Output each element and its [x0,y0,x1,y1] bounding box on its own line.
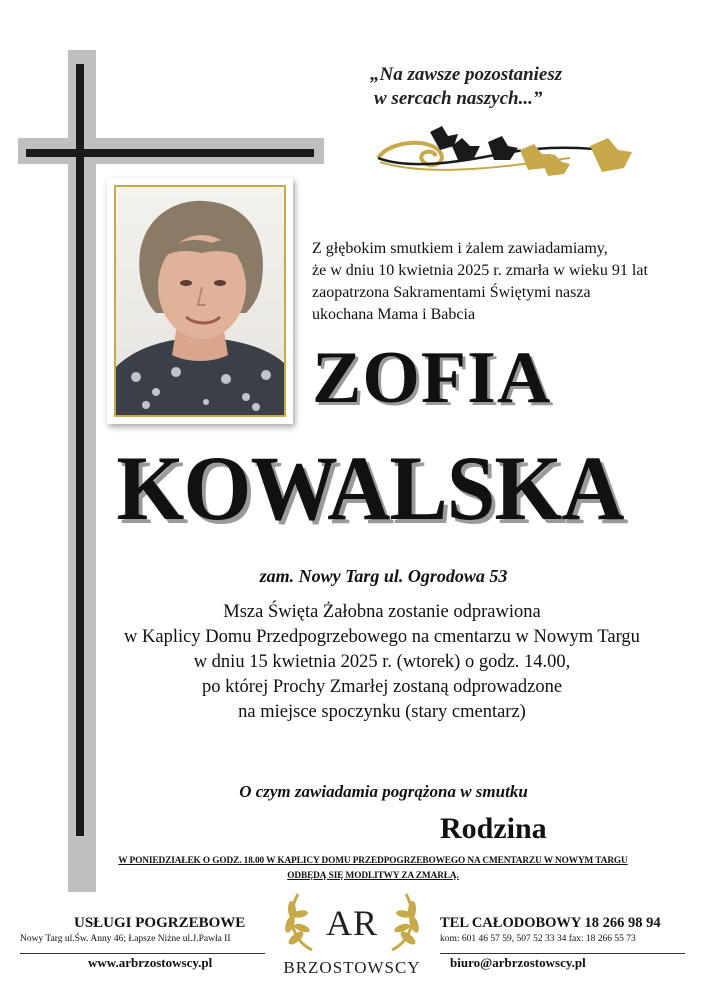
company-logo [272,880,432,990]
prayer-line-1: W PONIEDZIAŁEK O GODZ. 18.00 W KAPLICY DOMU PRZEDPOGRZEBOWEGO NA CMENTARZU W NOWYM TARGU [118,856,628,866]
quote-line-1: „Na zawsze pozostaniesz [370,64,563,85]
quote-line-2: w sercach naszych...” [374,88,543,109]
footer-divider-left [20,953,265,954]
funeral-services-address: Nowy Targ ul.Św. Anny 46; Łapsze Niżne ul.J.Pawła II [20,934,231,944]
logo-company-name: BRZOSTOWSCY [283,958,421,977]
mass-line-5: na miejsce spoczynku (stary cmentarz) [238,702,526,722]
funeral-mass-info [92,600,672,725]
website-link[interactable]: www.arbrzostowscy.pl [88,955,213,970]
intro-line-1: Z głębokim smutkiem i żalem zawiadamiamy, [312,240,608,257]
deceased-first-name: ZOFIA [312,337,552,419]
cross-horizontal-beam [26,149,314,157]
deceased-portrait [114,185,286,417]
cross-vertical-beam [76,64,84,836]
deceased-photo-frame [107,178,293,424]
phone-24h: TEL CAŁODOBOWY 18 266 98 94 [440,915,661,931]
portrait-illustration [116,187,284,415]
email-link[interactable]: biuro@arbrzostowscy.pl [450,955,586,970]
announcement-intro [312,238,692,326]
vine-leaves-ornament [370,122,660,192]
footer-divider-right [440,953,685,954]
memorial-quote [370,63,660,111]
prayer-line-2: ODBĘDĄ SIĘ MODLITWY ZA ZMARŁĄ. [287,871,459,881]
intro-line-2: że w dniu 10 kwietnia 2025 r. zmarła w wieku 91 lat [312,262,648,279]
funeral-services-title: USŁUGI POGRZEBOWE [74,915,246,931]
deceased-last-name: KOWALSKA [116,437,624,539]
mass-line-1: Msza Święta Żałobna zostanie odprawiona [223,602,541,622]
intro-line-3: zaopatrzona Sakramentami Świętymi nasza [312,284,591,301]
mass-line-3: w dniu 15 kwietnia 2025 r. (wtorek) o godz. 14.00, [193,652,571,672]
mass-line-4: po której Prochy Zmarłej zostaną odprowadzone [201,677,563,697]
logo-letters: AR [325,903,378,943]
deceased-address: zam. Nowy Targ ul. Ogrodowa 53 [259,566,508,586]
mass-line-2: w Kaplicy Domu Przedpogrzebowego na cmentarzu w Nowym Targu [124,627,640,647]
contact-numbers: kom: 601 46 57 59, 507 52 33 34 fax: 18 266 55 73 [440,934,636,944]
intro-line-4: ukochana Mama i Babcia [312,306,476,323]
notify-line: O czym zawiadamia pogrążona w smutku [239,782,528,801]
family-signature: Rodzina [440,812,547,845]
